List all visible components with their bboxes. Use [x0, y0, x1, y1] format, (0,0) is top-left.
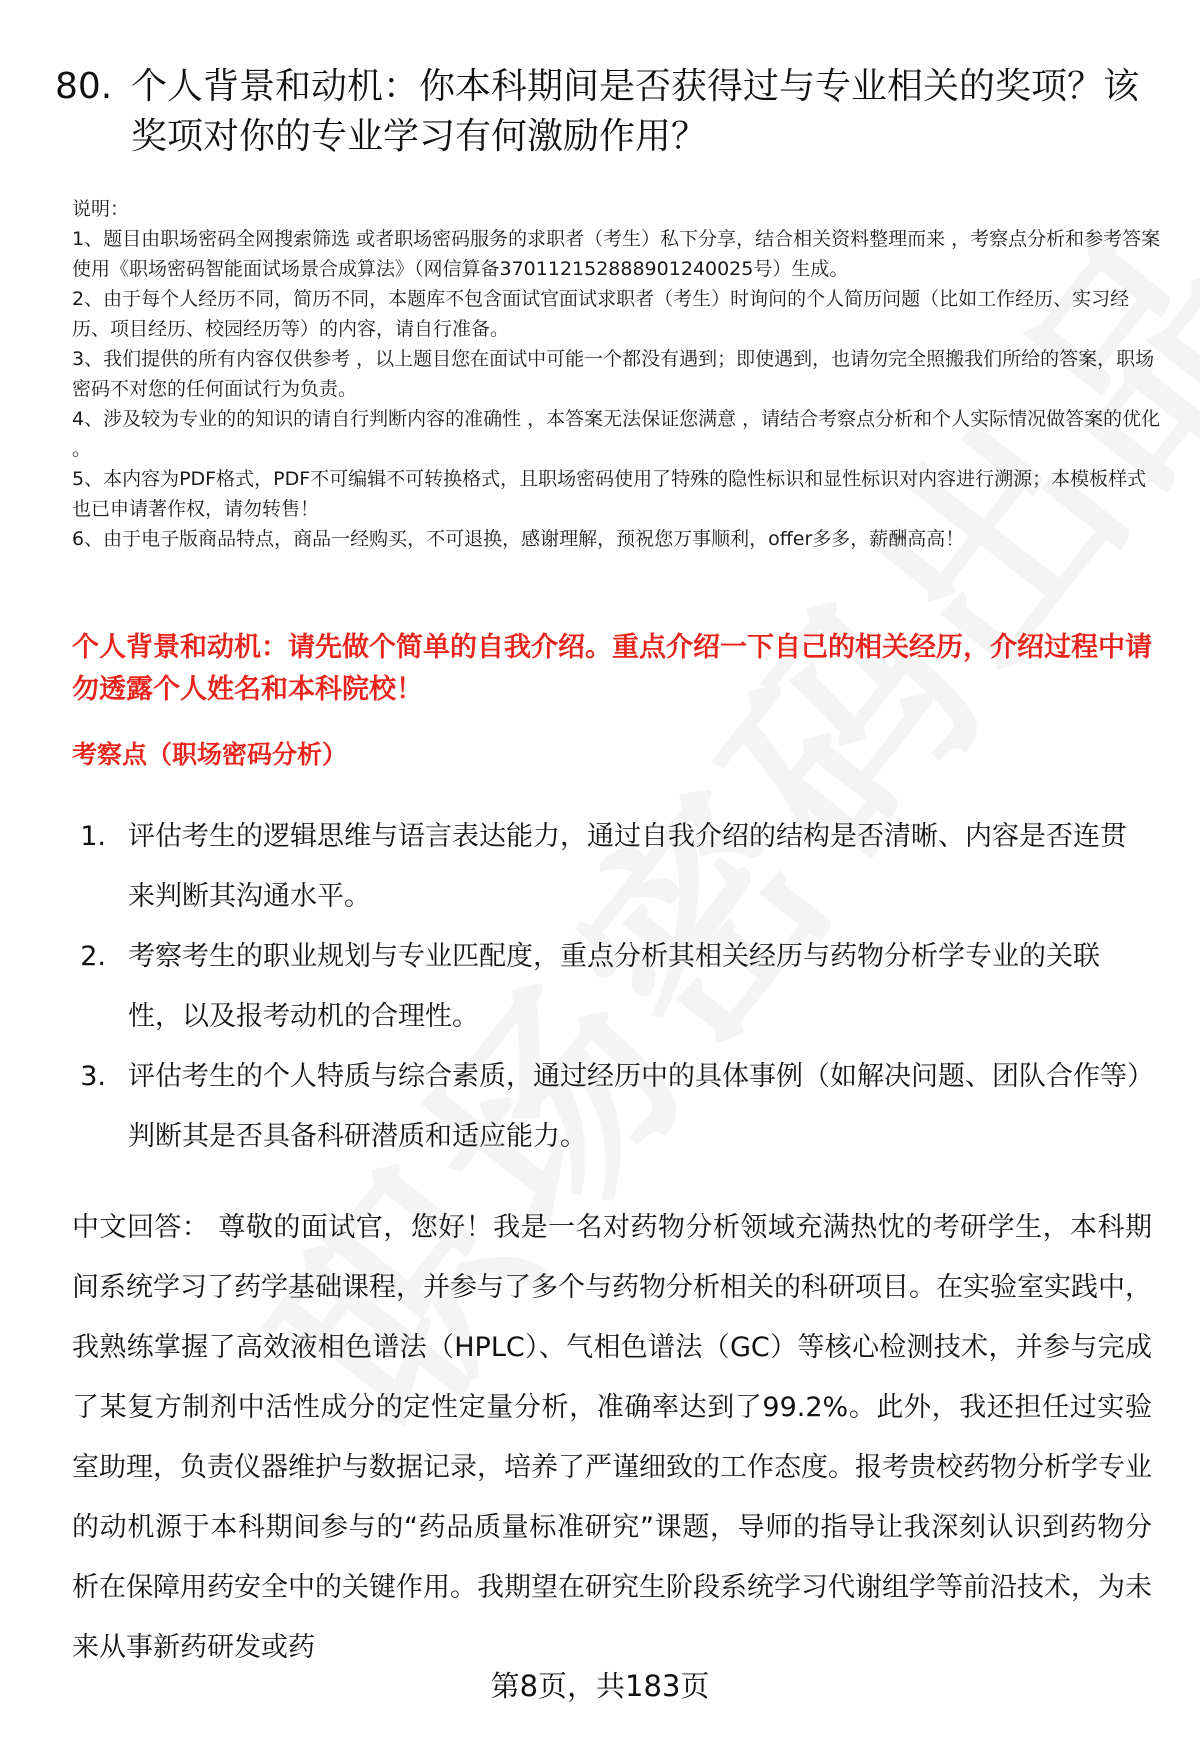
list-item [72, 927, 1152, 1047]
point-text: 评估考生的个人特质与综合素质，通过经历中的具体事例（如解决问题、团队合作等）判断其是否具备科研潜质和适应能力。 [128, 1061, 1141, 1152]
point-number: 1. [80, 821, 106, 852]
point-text: 考察考生的职业规划与专业匹配度，重点分析其相关经历与药物分析学专业的关联性，以及报考动机的合理性。 [128, 941, 1100, 1032]
answer-block [72, 1198, 1152, 1678]
question-title [55, 62, 1155, 162]
point-number: 2. [80, 941, 106, 972]
notes-item: 5、本内容为PDF格式，PDF不可编辑不可转换格式，且职场密码使用了特殊的隐性标识和显性标识对内容进行溯源；本模板样式也已申请著作权，请勿转售！ [72, 468, 1147, 520]
list-item [72, 807, 1152, 927]
list-item [72, 1047, 1152, 1167]
notes-item: 2、由于每个人经历不同，简历不同，本题库不包含面试官面试求职者（考生）时询问的个人简历问题（比如工作经历、实习经历、项目经历、校园经历等）的内容，请自行准备。 [72, 288, 1130, 340]
notes-heading: 说明： [72, 198, 130, 220]
notes-item: 6、由于电子版商品特点，商品一经购买，不可退换，感谢理解，预祝您万事顺利，offer多多，薪酬高高！ [72, 528, 965, 550]
question-text: 个人背景和动机：你本科期间是否获得过与专业相关的奖项？该奖项对你的专业学习有何激励作用？ [131, 66, 1140, 157]
point-number: 3. [80, 1061, 106, 1092]
answer-text: 尊敬的面试官，您好！我是一名对药物分析领域充满热忱的考研学生，本科期间系统学习了药学基础课程，并参与了多个与药物分析相关的科研项目。在实验室实践中，我熟练掌握了高效液相色谱法（HPLC）、气相色谱法（GC）等核心检测技术，并参与完成了某复方制剂中活性成分的定性定量分析，准确率达到了99.2%。此外，我还担任过实验室助理，负责仪器维护与数据记录，培养了严谨细致的工作态度。报考贵校药物分析学专业的动机源于本科期间参与的“药品质量标准研究”课题，导师的指导让我深刻认识到药物分析在保障用药安全中的关键作用。我期望在研究生阶段系统学习代谢组学等前沿技术，为未来从事新药研发或药 [72, 1212, 1153, 1663]
analysis-points [72, 807, 1152, 1167]
disclaimer-notes [72, 194, 1162, 554]
notes-item: 4、涉及较为专业的的知识的请自行判断内容的准确性 ，本答案无法保证您满意 ，请结合考察点分析和个人实际情况做答案的优化 。 [72, 408, 1161, 460]
analysis-title: 考察点（职场密码分析） [72, 740, 348, 769]
notes-item: 3、我们提供的所有内容仅供参考 ，以上题目您在面试中可能一个都没有遇到；即使遇到，也请勿完全照搬我们所给的答案，职场密码不对您的任何面试行为负责。 [72, 348, 1155, 400]
prompt-heading: 个人背景和动机：请先做个简单的自我介绍。重点介绍一下自己的相关经历，介绍过程中请勿透露个人姓名和本科院校！ [72, 632, 1152, 705]
answer-label: 中文回答： [72, 1212, 210, 1243]
notes-item: 1、题目由职场密码全网搜索筛选 或者职场密码服务的求职者（考生）私下分享，结合相关资料整理而来 ，考察点分析和参考答案使用《职场密码智能面试场景合成算法》（网信算备370112152888901240025号）生成。 [72, 228, 1161, 280]
page-footer: 第8页，共183页 [490, 1669, 710, 1703]
answer-paragraph [72, 1198, 1152, 1678]
point-text: 评估考生的逻辑思维与语言表达能力，通过自我介绍的结构是否清晰、内容是否连贯来判断其沟通水平。 [128, 821, 1127, 912]
question-number: 80. [55, 66, 113, 107]
